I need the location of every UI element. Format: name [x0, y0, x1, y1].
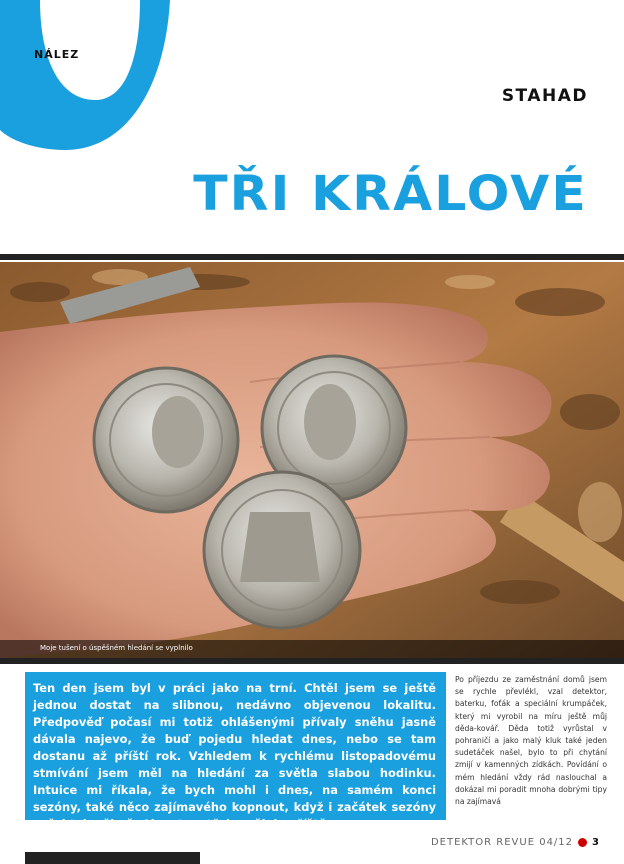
page-footer: [431, 837, 600, 848]
photo-caption: Moje tušení o úspěšném hledání se vyplnilo: [40, 644, 193, 652]
divider-stripe: [0, 254, 624, 260]
coin-left: [94, 368, 238, 512]
lead-paragraph: Ten den jsem byl v práci jako na trní. Chtěl jsem se ještě jednou dostat na slibnou, nedávno objevenou lokalitu. Předpověď počasí mi totiž ohlášenými přívaly sněhu jasně dávala najevo, že buď pojedu hledat dnes, nebo se tam dostanu až příští rok. Vzhledem k rychlému listopadovému stmívání jsem měl na hledání za světla slabou hodinku. Intuice mi říkala, že bych mohl i dnes, na samém konci sezóny, také něco zajímavého kopnout, když i začátek sezóny začal tak pěkně. Ale o tom třeba někdy příště.: [33, 681, 436, 831]
section-label: NÁLEZ: [34, 48, 80, 61]
article-author: STAHAD: [501, 86, 588, 106]
page-number: 3: [592, 837, 600, 848]
footer-dot-icon: [578, 838, 587, 847]
lead-box: [25, 672, 446, 831]
section-logo-arc: [0, 0, 170, 160]
divider-stripe-lower: [0, 658, 624, 664]
magazine-name: DETEKTOR REVUE 04/12: [430, 837, 574, 848]
coin-bottom: [204, 472, 360, 628]
article-title: TŘI KRÁLOVÉ: [193, 166, 588, 222]
coins-in-hand-photo: [0, 262, 624, 658]
bottom-bar: [25, 852, 200, 864]
side-column-text: Po příjezdu ze zaměstnání domů jsem se rychle převlékl, vzal detektor, baterku, foťák a speciální krumpáček, který mi vyrobil na míru ještě můj děda-kovář. Děda totiž vyrůstal v pohraničí a jako malý kluk také jeden sudetáček našel, bylo to při chytání zmijí v kamenných zídkách. Povídání o mém hledání vždy rád naslouchal a dokázal mi poradit mnoha dobrými tipy na zajímavá: [455, 675, 607, 807]
